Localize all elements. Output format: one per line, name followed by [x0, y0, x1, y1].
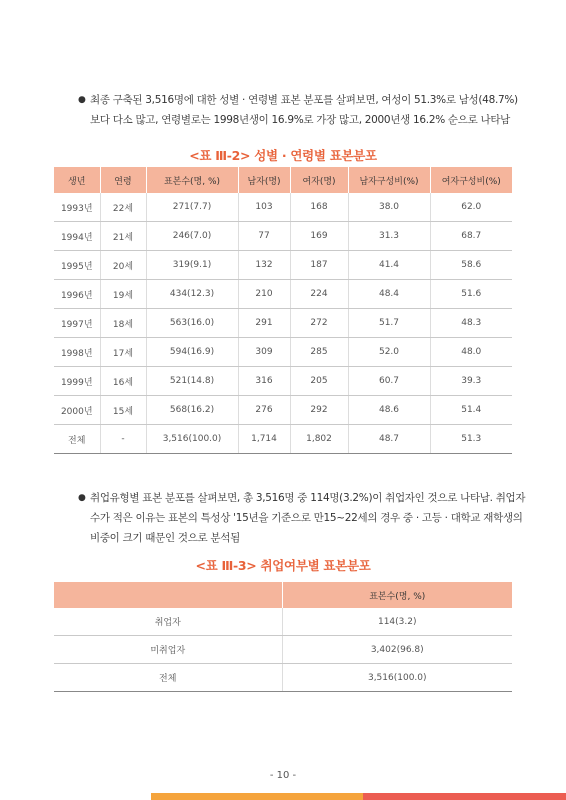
- table-cell: 434(12.3): [146, 280, 238, 309]
- paragraph-line: 수가 적은 이유는 표본의 특성상 '15년을 기준으로 만15~22세의 경우 중 · 고등 · 대학교 재학생의: [90, 512, 523, 524]
- table-row: [54, 251, 512, 280]
- table-cell: 291: [238, 309, 290, 338]
- column-header: 생년: [54, 167, 100, 193]
- table-cell: 19세: [100, 280, 146, 309]
- table-cell: 60.7: [348, 367, 430, 396]
- table-cell: 51.4: [430, 396, 512, 425]
- column-header: 표본수(명, %): [146, 167, 238, 193]
- table-cell: 20세: [100, 251, 146, 280]
- table-cell: 285: [290, 338, 348, 367]
- table-cell: 3,402(96.8): [282, 636, 512, 664]
- table-cell: 17세: [100, 338, 146, 367]
- employment-distribution-table: [54, 582, 512, 692]
- column-header: 여자구성비(%): [430, 167, 512, 193]
- footer-bar-red: [363, 793, 566, 800]
- table-cell: 521(14.8): [146, 367, 238, 396]
- table-cell: 1996년: [54, 280, 100, 309]
- column-header: 표본수(명, %): [282, 582, 512, 608]
- table-cell: 168: [290, 193, 348, 222]
- table-cell: 68.7: [430, 222, 512, 251]
- paragraph-line: ● 최종 구축된 3,516명에 대한 성별 · 연령별 표본 분포를 살펴보면, 여성이 51.3%로 남성(48.7%): [78, 90, 508, 110]
- table-cell: 309: [238, 338, 290, 367]
- table-caption: <표 Ⅲ-3> 취업여부별 표본분포: [195, 558, 371, 573]
- table-cell: -: [100, 425, 146, 454]
- table-row: [54, 193, 512, 222]
- table-cell: 전체: [54, 425, 100, 454]
- table-cell: 31.3: [348, 222, 430, 251]
- table-cell: 48.6: [348, 396, 430, 425]
- bullet-icon: ●: [78, 95, 86, 105]
- table-cell: 52.0: [348, 338, 430, 367]
- table-cell: 77: [238, 222, 290, 251]
- table-cell: 62.0: [430, 193, 512, 222]
- table-cell: 1995년: [54, 251, 100, 280]
- gender-age-distribution-table: [54, 167, 512, 454]
- table-cell: 22세: [100, 193, 146, 222]
- table-cell: 1993년: [54, 193, 100, 222]
- table-cell: 58.6: [430, 251, 512, 280]
- paragraph-line: ● 취업유형별 표본 분포를 살펴보면, 총 3,516명 중 114명(3.2%)이 취업자인 것으로 나타남. 취업자: [78, 488, 508, 508]
- table-row: [54, 280, 512, 309]
- table-cell: 15세: [100, 396, 146, 425]
- table-cell: 246(7.0): [146, 222, 238, 251]
- table-cell: 취업자: [54, 608, 282, 636]
- paragraph-line: 비중이 크기 때문인 것으로 분석됨: [90, 532, 240, 544]
- table-cell: 48.3: [430, 309, 512, 338]
- table-cell: 38.0: [348, 193, 430, 222]
- table-header-row: [54, 167, 512, 193]
- table-cell: 48.0: [430, 338, 512, 367]
- table-cell: 48.7: [348, 425, 430, 454]
- footer-bar-orange: [151, 793, 363, 800]
- table-cell: 21세: [100, 222, 146, 251]
- table-cell: 272: [290, 309, 348, 338]
- table-cell: 1,714: [238, 425, 290, 454]
- table-cell: 1998년: [54, 338, 100, 367]
- table-row: [54, 309, 512, 338]
- table-cell: 276: [238, 396, 290, 425]
- table-cell: 3,516(100.0): [282, 664, 512, 692]
- table-cell: 224: [290, 280, 348, 309]
- table-row: [54, 636, 512, 664]
- table-total-row: [54, 425, 512, 454]
- table-cell: 51.3: [430, 425, 512, 454]
- table-cell: 210: [238, 280, 290, 309]
- table-cell: 2000년: [54, 396, 100, 425]
- table-cell: 39.3: [430, 367, 512, 396]
- table-cell: 132: [238, 251, 290, 280]
- table-cell: 1,802: [290, 425, 348, 454]
- table-cell: 전체: [54, 664, 282, 692]
- table-cell: 563(16.0): [146, 309, 238, 338]
- table-cell: 51.6: [430, 280, 512, 309]
- table-cell: 316: [238, 367, 290, 396]
- table-header-row: [54, 582, 512, 608]
- page-number: - 10 -: [269, 770, 297, 781]
- paragraph-line: 보다 다소 많고, 연령별로는 1998년생이 16.9%로 가장 많고, 2000년생 16.2% 순으로 나타남: [90, 114, 511, 126]
- table-cell: 103: [238, 193, 290, 222]
- table-row: [54, 608, 512, 636]
- table-row: [54, 396, 512, 425]
- table-cell: 51.7: [348, 309, 430, 338]
- table-total-row: [54, 664, 512, 692]
- table-cell: 1994년: [54, 222, 100, 251]
- column-header: 남자구성비(%): [348, 167, 430, 193]
- column-header: [54, 582, 282, 608]
- bullet-icon: ●: [78, 493, 86, 503]
- table-cell: 미취업자: [54, 636, 282, 664]
- table-row: [54, 338, 512, 367]
- paragraph-employment-distribution: [78, 488, 526, 548]
- table-cell: 41.4: [348, 251, 430, 280]
- table-cell: 594(16.9): [146, 338, 238, 367]
- table-cell: 319(9.1): [146, 251, 238, 280]
- table-row: [54, 222, 512, 251]
- column-header: 남자(명): [238, 167, 290, 193]
- table-cell: 292: [290, 396, 348, 425]
- table-cell: 3,516(100.0): [146, 425, 238, 454]
- table-cell: 18세: [100, 309, 146, 338]
- table-cell: 16세: [100, 367, 146, 396]
- table-cell: 169: [290, 222, 348, 251]
- table-caption: <표 Ⅲ-2> 성별 · 연령별 표본분포: [189, 148, 377, 163]
- table-cell: 114(3.2): [282, 608, 512, 636]
- table-cell: 205: [290, 367, 348, 396]
- table-row: [54, 367, 512, 396]
- table-cell: 48.4: [348, 280, 430, 309]
- table-cell: 568(16.2): [146, 396, 238, 425]
- column-header: 연령: [100, 167, 146, 193]
- paragraph-sample-distribution: [78, 90, 518, 130]
- table-cell: 271(7.7): [146, 193, 238, 222]
- table-cell: 1999년: [54, 367, 100, 396]
- table-cell: 187: [290, 251, 348, 280]
- table-cell: 1997년: [54, 309, 100, 338]
- column-header: 여자(명): [290, 167, 348, 193]
